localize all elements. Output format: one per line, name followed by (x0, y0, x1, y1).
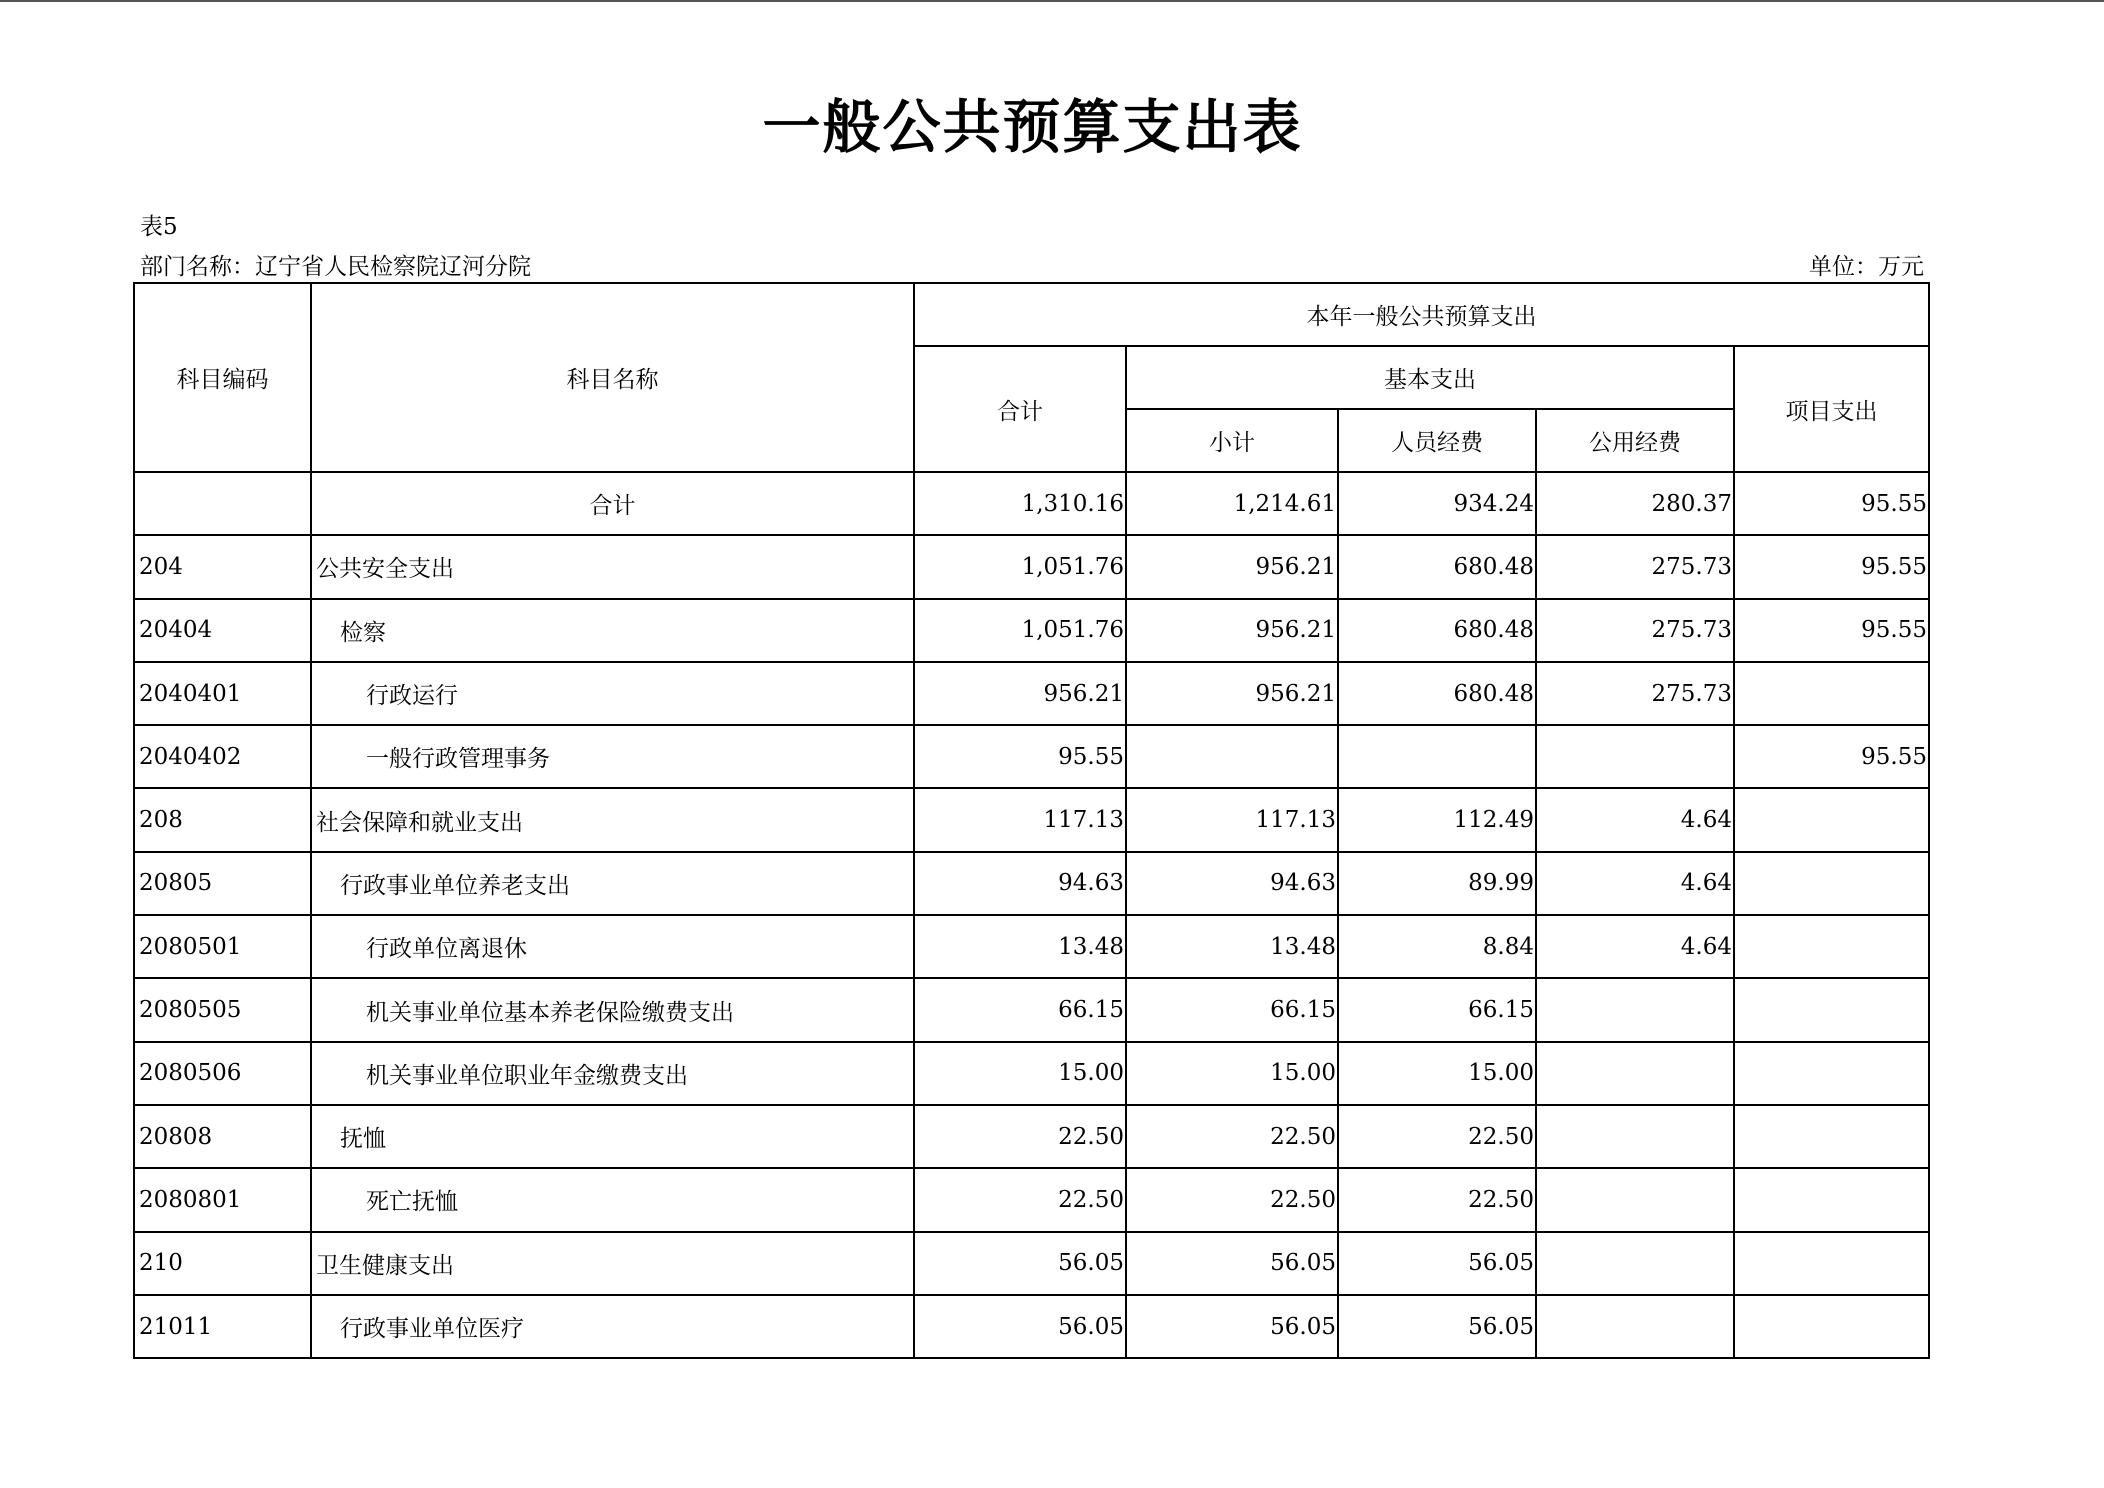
row-subtotal: 56.05 (1126, 1295, 1338, 1358)
row-name: 死亡抚恤 (311, 1168, 914, 1231)
row-subtotal: 956.21 (1126, 535, 1338, 598)
row-subtotal: 117.13 (1126, 788, 1338, 851)
row-personnel: 934.24 (1338, 472, 1536, 535)
row-total: 13.48 (914, 915, 1126, 978)
row-name: 公共安全支出 (311, 535, 914, 598)
row-personnel: 56.05 (1338, 1295, 1536, 1358)
row-name: 行政单位离退休 (311, 915, 914, 978)
row-public: 275.73 (1536, 599, 1734, 662)
header-project: 项目支出 (1734, 346, 1929, 472)
row-name: 行政事业单位医疗 (311, 1295, 914, 1358)
row-code: 2040402 (134, 725, 311, 788)
row-subtotal: 56.05 (1126, 1232, 1338, 1295)
page-title: 一般公共预算支出表 (762, 93, 1303, 161)
row-personnel: 66.15 (1338, 978, 1536, 1041)
row-code: 2080801 (134, 1168, 311, 1231)
table-row (134, 1105, 1929, 1168)
table-row (134, 852, 1929, 915)
row-total: 1,310.16 (914, 472, 1126, 535)
row-personnel (1338, 725, 1536, 788)
table-row (134, 662, 1929, 725)
header-name: 科目名称 (311, 283, 914, 472)
row-subtotal: 94.63 (1126, 852, 1338, 915)
header-total: 合计 (914, 346, 1126, 472)
header-public: 公用经费 (1536, 409, 1734, 472)
table-row (134, 788, 1929, 851)
header-group: 本年一般公共预算支出 (914, 283, 1929, 346)
row-name: 行政运行 (311, 662, 914, 725)
header-subtotal: 小计 (1126, 409, 1338, 472)
row-project (1734, 852, 1929, 915)
table-row (134, 1232, 1929, 1295)
row-project (1734, 1105, 1929, 1168)
row-project (1734, 978, 1929, 1041)
row-personnel: 15.00 (1338, 1042, 1536, 1105)
row-public: 4.64 (1536, 852, 1734, 915)
row-total: 94.63 (914, 852, 1126, 915)
row-subtotal: 66.15 (1126, 978, 1338, 1041)
row-public (1536, 1042, 1734, 1105)
row-code: 20805 (134, 852, 311, 915)
row-project (1734, 915, 1929, 978)
row-name: 机关事业单位基本养老保险缴费支出 (311, 978, 914, 1041)
row-public (1536, 1232, 1734, 1295)
row-name: 卫生健康支出 (311, 1232, 914, 1295)
row-public (1536, 1168, 1734, 1231)
row-public: 275.73 (1536, 535, 1734, 598)
unit-label: 单位：万元 (1809, 254, 1924, 280)
row-personnel: 8.84 (1338, 915, 1536, 978)
row-subtotal: 1,214.61 (1126, 472, 1338, 535)
row-public: 4.64 (1536, 788, 1734, 851)
row-name: 检察 (311, 599, 914, 662)
row-code: 20808 (134, 1105, 311, 1168)
row-subtotal: 22.50 (1126, 1105, 1338, 1168)
table-row (134, 978, 1929, 1041)
top-border-line (0, 0, 2104, 2)
row-personnel: 680.48 (1338, 662, 1536, 725)
row-subtotal: 22.50 (1126, 1168, 1338, 1231)
row-public: 4.64 (1536, 915, 1734, 978)
row-code: 21011 (134, 1295, 311, 1358)
row-personnel: 680.48 (1338, 599, 1536, 662)
row-personnel: 22.50 (1338, 1168, 1536, 1231)
row-personnel: 89.99 (1338, 852, 1536, 915)
row-project (1734, 1232, 1929, 1295)
row-public (1536, 725, 1734, 788)
row-project (1734, 1295, 1929, 1358)
table-row (134, 535, 1929, 598)
header-personnel: 人员经费 (1338, 409, 1536, 472)
row-total: 956.21 (914, 662, 1126, 725)
row-total: 1,051.76 (914, 599, 1126, 662)
row-personnel: 22.50 (1338, 1105, 1536, 1168)
row-code (134, 472, 311, 535)
row-project (1734, 788, 1929, 851)
row-code: 2080505 (134, 978, 311, 1041)
row-public (1536, 1105, 1734, 1168)
row-total: 66.15 (914, 978, 1126, 1041)
row-total: 15.00 (914, 1042, 1126, 1105)
row-name: 行政事业单位养老支出 (311, 852, 914, 915)
budget-table (133, 282, 1930, 1359)
table-row (134, 472, 1929, 535)
table-body (134, 472, 1929, 1358)
table-row (134, 1042, 1929, 1105)
row-subtotal: 15.00 (1126, 1042, 1338, 1105)
row-total: 56.05 (914, 1232, 1126, 1295)
row-total: 22.50 (914, 1105, 1126, 1168)
row-project (1734, 662, 1929, 725)
table-row (134, 725, 1929, 788)
row-total: 56.05 (914, 1295, 1126, 1358)
row-total: 1,051.76 (914, 535, 1126, 598)
row-subtotal: 956.21 (1126, 662, 1338, 725)
row-name: 社会保障和就业支出 (311, 788, 914, 851)
row-personnel: 680.48 (1338, 535, 1536, 598)
row-code: 210 (134, 1232, 311, 1295)
row-total: 117.13 (914, 788, 1126, 851)
row-personnel: 112.49 (1338, 788, 1536, 851)
row-project: 95.55 (1734, 472, 1929, 535)
row-project: 95.55 (1734, 725, 1929, 788)
header-basic: 基本支出 (1126, 346, 1734, 409)
row-public: 280.37 (1536, 472, 1734, 535)
row-name: 抚恤 (311, 1105, 914, 1168)
row-public (1536, 1295, 1734, 1358)
table-row (134, 599, 1929, 662)
table-row (134, 1168, 1929, 1231)
table-number: 表5 (140, 214, 178, 240)
row-project (1734, 1168, 1929, 1231)
row-project: 95.55 (1734, 599, 1929, 662)
row-project (1734, 1042, 1929, 1105)
row-code: 2080506 (134, 1042, 311, 1105)
table-header (134, 283, 1929, 472)
row-public (1536, 978, 1734, 1041)
row-personnel: 56.05 (1338, 1232, 1536, 1295)
row-name: 合计 (311, 472, 914, 535)
row-subtotal: 956.21 (1126, 599, 1338, 662)
row-code: 2040401 (134, 662, 311, 725)
department-name: 部门名称：辽宁省人民检察院辽河分院 (140, 254, 531, 280)
table-row (134, 915, 1929, 978)
row-code: 20404 (134, 599, 311, 662)
row-code: 2080501 (134, 915, 311, 978)
header-code: 科目编码 (134, 283, 311, 472)
row-total: 22.50 (914, 1168, 1126, 1231)
row-code: 204 (134, 535, 311, 598)
row-public: 275.73 (1536, 662, 1734, 725)
row-subtotal (1126, 725, 1338, 788)
row-name: 一般行政管理事务 (311, 725, 914, 788)
row-total: 95.55 (914, 725, 1126, 788)
row-project: 95.55 (1734, 535, 1929, 598)
table-row (134, 1295, 1929, 1358)
row-subtotal: 13.48 (1126, 915, 1338, 978)
row-code: 208 (134, 788, 311, 851)
row-name: 机关事业单位职业年金缴费支出 (311, 1042, 914, 1105)
